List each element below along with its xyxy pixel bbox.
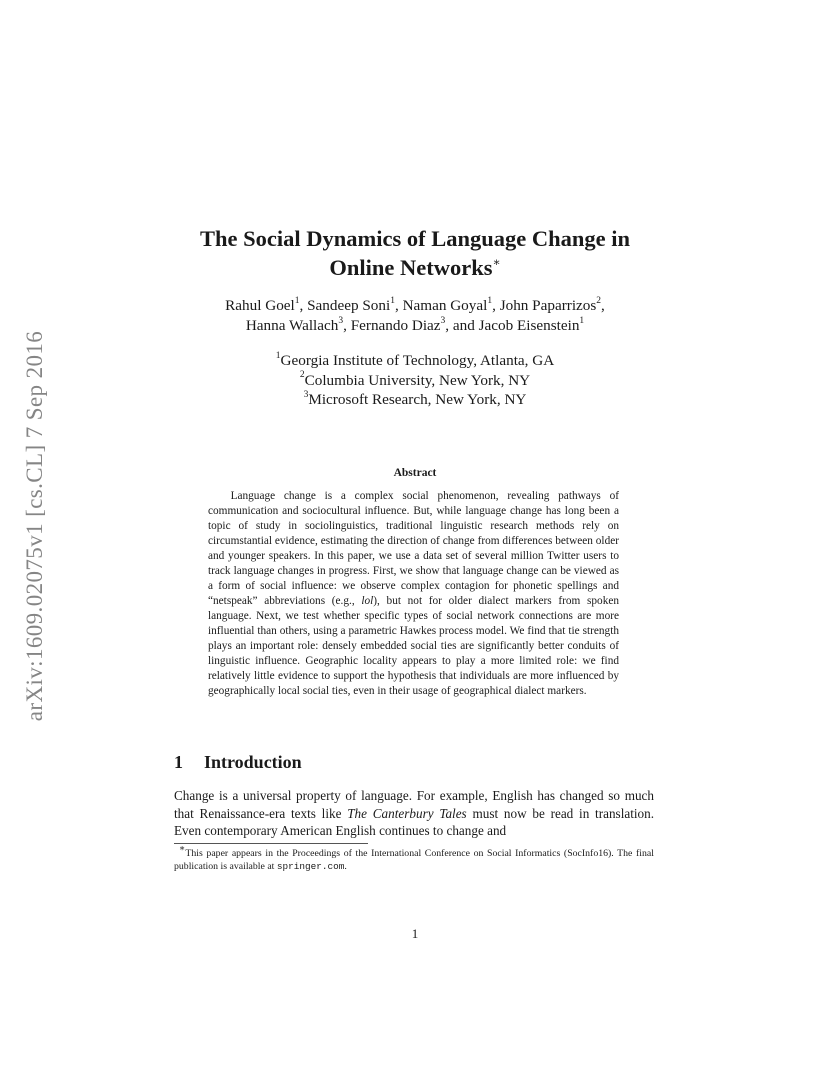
affiliation-mark: 1: [275, 350, 281, 361]
intro-text-2: must now be read in translation. Even contemporary American English continues to change and: [174, 805, 655, 838]
title-line-2-text: Online Networks: [329, 255, 493, 280]
affiliation: [120, 351, 710, 371]
author-name: Naman Goyal: [402, 297, 488, 314]
affiliation: [120, 390, 710, 410]
footnote-text: This paper appears in the Proceedings of the International Conference on Social Informatics (SocInfo16). The final publication is available at: [174, 848, 654, 872]
affiliation-list: [120, 351, 710, 410]
page-number: 1: [411, 926, 419, 941]
author-affil-mark: 1: [294, 295, 300, 306]
footnote-mark: ∗: [178, 843, 186, 854]
author-name: John Paparrizos: [499, 297, 597, 314]
author-name: Jacob Eisenstein: [478, 317, 580, 334]
footnote-end: .: [344, 861, 347, 872]
author-separator: , and: [445, 317, 479, 334]
footnote-rule: [174, 843, 368, 844]
affiliation-text: Columbia University, New York, NY: [304, 371, 531, 389]
author-list: [120, 296, 710, 336]
affiliation-mark: 3: [303, 389, 309, 400]
abstract-text-2: ), but not for older dialect markers from spoken language. Next, we test whether specific types of social network connections are more influential than others, using a parametric Hawkes process model. We find that tie strength plays an important role: densely embedded social ties are significantly better conduits of linguistic influence. Geographic locality appears to play a more limited role: we find relatively little evidence to support the hypothesis that individuals are more influenced by geographically local social ties, even in their usage of geographical dialect markers.: [208, 595, 619, 697]
affiliation-text: Georgia Institute of Technology, Atlanta, GA: [280, 352, 555, 369]
author-name: Sandeep Soni: [307, 297, 391, 314]
footnote: [174, 843, 654, 873]
author-name: Hanna Wallach: [245, 317, 339, 334]
section-number: 1: [174, 752, 183, 772]
arxiv-stamp-text: arXiv:1609.02075v1 [cs.CL] 7 Sep 2016: [22, 330, 47, 722]
author-separator: ,: [394, 297, 403, 314]
intro-paragraph: [174, 787, 654, 840]
affiliation: [120, 371, 710, 391]
abstract-text-1: Language change is a complex social phenomenon, revealing pathways of communication and sociocultural influence. But, while language change has long been a topic of study in sociolinguistics, traditional linguistic research methods rely on circumstantial evidence, estimating the direction of change from differences between older and younger speakers. In this paper, we use a data set of several million Twitter users to track language changes in progress. First, we show that language change can be viewed as a form of social influence: we observe complex contagion for phonetic spellings and “netspeak” abbreviations (e.g.,: [208, 490, 619, 607]
section-title: Introduction: [204, 752, 302, 772]
affiliation-mark: 2: [299, 370, 305, 381]
intro-italic-title: The Canterbury Tales: [347, 805, 467, 821]
arxiv-stamp: [22, 296, 48, 756]
abstract-italic-term: lol: [361, 595, 374, 607]
author-affil-mark: 1: [579, 315, 585, 326]
author-name: Fernando Diaz: [350, 317, 441, 334]
author-affil-mark: 3: [440, 315, 446, 326]
author-separator: ,: [299, 297, 308, 314]
author-name: Rahul Goel: [225, 297, 295, 314]
title-footnote-mark: ∗: [492, 254, 501, 269]
abstract-body: [208, 489, 619, 699]
section-heading: [174, 752, 302, 773]
footnote-link[interactable]: springer.com: [276, 861, 345, 872]
paper-title: [120, 224, 710, 282]
author-affil-mark: 1: [487, 295, 493, 306]
author-affil-mark: 3: [338, 315, 344, 326]
author-affil-mark: 2: [596, 295, 602, 306]
author-affil-mark: 1: [390, 295, 395, 306]
abstract-heading: Abstract: [393, 467, 437, 479]
author-separator: ,: [601, 297, 605, 314]
author-separator: ,: [492, 297, 500, 314]
intro-text-1: Change is a universal property of language. For example, English has changed so much that Renaissance-era texts like: [174, 788, 654, 821]
title-line-2: [120, 253, 710, 282]
title-line-1: The Social Dynamics of Language Change in: [199, 226, 631, 251]
author-separator: ,: [343, 317, 351, 334]
affiliation-text: Microsoft Research, New York, NY: [308, 391, 527, 408]
